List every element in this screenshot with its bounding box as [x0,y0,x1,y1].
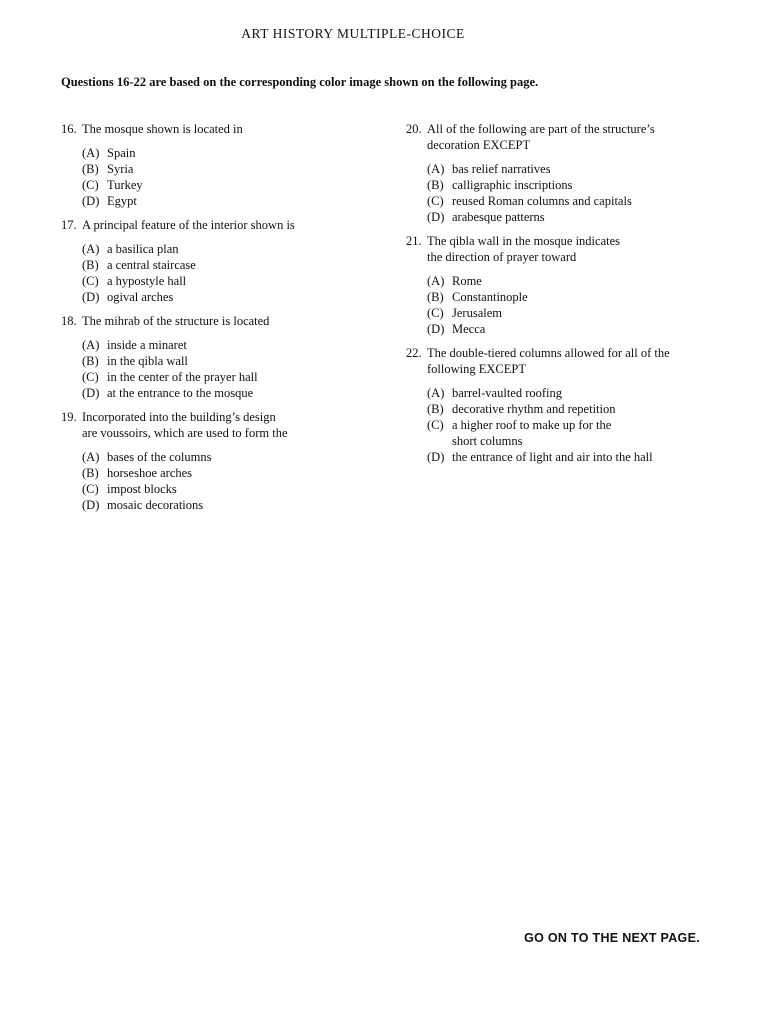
choice-letter: (A) [82,242,100,256]
choice-text: the entrance of light and air into the hall [452,450,653,464]
choice-c [427,193,726,209]
choice-b [82,353,381,369]
choice-list [406,161,726,225]
choice-text: Constantinople [452,290,528,304]
choice-text: decorative rhythm and repetition [452,402,616,416]
choice-letter: (C) [82,274,99,288]
question-number: 20. [406,122,422,136]
page-title: ART HISTORY MULTIPLE-CHOICE [241,26,465,41]
choice-d [82,289,381,305]
question-stem: The mosque shown is located in [82,122,243,136]
choice-letter: (D) [82,194,100,208]
choice-d [82,193,381,209]
question-number: 16. [61,122,77,136]
choice-letter: (B) [427,290,444,304]
choice-a [82,337,381,353]
choice-list [61,145,381,209]
choice-text: Rome [452,274,482,288]
choice-text: inside a minaret [107,338,187,352]
choice-letter: (B) [82,354,99,368]
choice-text: reused Roman columns and capitals [452,194,632,208]
choice-letter: (D) [82,386,100,400]
choice-d [427,209,726,225]
question-21 [406,233,726,337]
choice-letter: (C) [82,178,99,192]
choice-d [82,497,381,513]
choice-text: a central staircase [107,258,196,272]
choice-letter: (D) [427,210,445,224]
choice-b [427,289,726,305]
choice-d [427,449,726,465]
choice-text: barrel-vaulted roofing [452,386,563,400]
question-17 [61,217,381,305]
question-20 [406,121,726,225]
choice-text: ogival arches [107,290,174,304]
question-number: 17. [61,218,77,232]
choice-list [61,449,381,513]
choice-text: at the entrance to the mosque [107,386,254,400]
go-on-notice: GO ON TO THE NEXT PAGE. [524,931,700,945]
choice-letter: (C) [427,418,444,432]
choice-letter: (A) [82,450,100,464]
choice-letter: (A) [427,162,445,176]
choice-list [61,337,381,401]
choice-d [427,321,726,337]
choice-a [427,385,726,401]
question-stem: The mihrab of the structure is located [82,314,270,328]
choice-c [427,305,726,321]
choice-text: Spain [107,146,136,160]
question-number: 19. [61,410,77,424]
choice-text: a basilica plan [107,242,179,256]
left-question-column [61,121,381,521]
question-stem: All of the following are part of the structure’s decoration EXCEPT [427,122,655,152]
question-22 [406,345,726,465]
choice-letter: (B) [427,402,444,416]
choice-c [427,417,726,449]
choice-letter: (B) [82,258,99,272]
choice-b [82,257,381,273]
choice-c [82,177,381,193]
instructions: Questions 16-22 are based on the corresponding color image shown on the following page. [61,75,539,89]
choice-a [427,161,726,177]
choice-letter: (A) [82,146,100,160]
choice-a [82,449,381,465]
choice-list [406,385,726,465]
choice-text: in the qibla wall [107,354,188,368]
choice-text: in the center of the prayer hall [107,370,258,384]
choice-text: calligraphic inscriptions [452,178,573,192]
choice-c [82,273,381,289]
choice-b [427,177,726,193]
choice-text: Mecca [452,322,486,336]
question-18 [61,313,381,401]
choice-letter: (C) [82,370,99,384]
question-number: 18. [61,314,77,328]
question-19 [61,409,381,513]
choice-text: arabesque patterns [452,210,545,224]
question-16 [61,121,381,209]
choice-letter: (A) [427,386,445,400]
choice-letter: (D) [427,450,445,464]
choice-text: bases of the columns [107,450,212,464]
choice-text: Jerusalem [452,306,502,320]
choice-text: mosaic decorations [107,498,204,512]
choice-letter: (D) [427,322,445,336]
choice-letter: (A) [427,274,445,288]
choice-text: Turkey [107,178,143,192]
choice-letter: (C) [82,482,99,496]
choice-letter: (B) [427,178,444,192]
choice-letter: (D) [82,290,100,304]
choice-c [82,481,381,497]
question-number: 22. [406,346,422,360]
choice-a [82,241,381,257]
choice-text: bas relief narratives [452,162,551,176]
choice-text: horseshoe arches [107,466,193,480]
choice-text: a hypostyle hall [107,274,187,288]
question-stem: Incorporated into the building’s design are voussoirs, which are used to form the [82,410,288,440]
choice-list [61,241,381,305]
choice-a [427,273,726,289]
choice-text: impost blocks [107,482,177,496]
choice-c [82,369,381,385]
choice-a [82,145,381,161]
question-number: 21. [406,234,422,248]
question-stem: The qibla wall in the mosque indicates the direction of prayer toward [427,234,621,264]
choice-list [406,273,726,337]
choice-text: a higher roof to make up for the short columns [452,418,612,448]
choice-b [82,465,381,481]
choice-letter: (D) [82,498,100,512]
choice-letter: (A) [82,338,100,352]
choice-b [82,161,381,177]
choice-letter: (C) [427,306,444,320]
question-stem: The double-tiered columns allowed for all of the following EXCEPT [427,346,670,376]
question-stem: A principal feature of the interior shown is [82,218,295,232]
right-question-column [406,121,726,473]
choice-letter: (C) [427,194,444,208]
choice-text: Syria [107,162,134,176]
choice-d [82,385,381,401]
choice-letter: (B) [82,162,99,176]
choice-text: Egypt [107,194,137,208]
choice-b [427,401,726,417]
choice-letter: (B) [82,466,99,480]
